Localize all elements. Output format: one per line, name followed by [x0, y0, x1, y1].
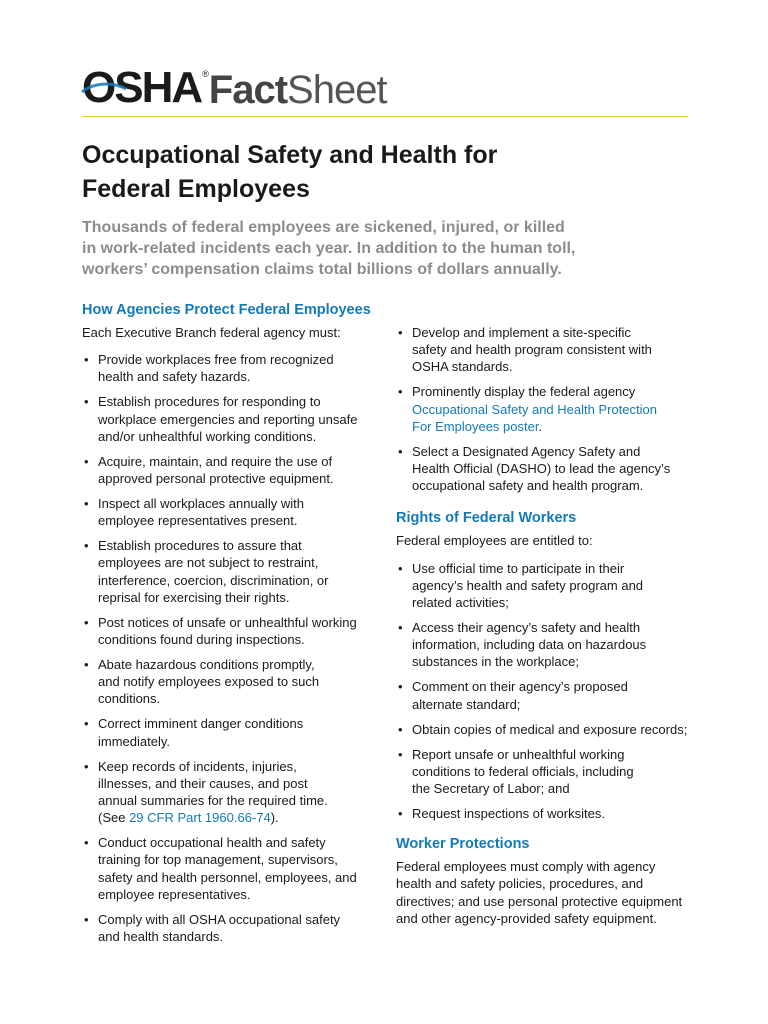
item-line: • Access their agency’s safety and health — [412, 620, 641, 636]
item-line — [98, 809, 382, 826]
item-line: substances in the workplace; — [412, 654, 579, 670]
item-line: immediately. — [98, 733, 171, 749]
item-line: • Conduct occupational health and safety — [98, 835, 326, 851]
list-item — [82, 351, 382, 385]
item-line: conditions to federal officials, including — [412, 763, 634, 779]
list-item — [82, 758, 382, 827]
item-line — [412, 418, 696, 435]
list-item — [396, 560, 696, 612]
item-line: and/or unhealthful working conditions. — [98, 428, 317, 444]
poster-suffix: . — [538, 418, 543, 434]
list-item — [82, 911, 382, 945]
item-line: information, including data on hazardous — [412, 637, 647, 653]
item-line: safety and health personnel, employees, and — [98, 869, 357, 885]
item-line: interference, coercion, discrimination, or — [98, 572, 329, 588]
item-line: • Correct imminent danger conditions — [98, 716, 304, 732]
item-line: employees are not subject to restraint, — [98, 555, 319, 571]
item-line: • Provide workplaces free from recognized — [98, 352, 334, 368]
lead-line: Thousands of federal employees are sickened, injured, or killed — [82, 219, 565, 236]
poster-link[interactable]: For Employees poster — [412, 418, 539, 434]
poster-link[interactable]: Occupational Safety and Health Protection — [412, 401, 657, 417]
item-line: alternate standard; — [412, 696, 521, 712]
registered-mark: ® — [202, 69, 207, 79]
list-item — [82, 715, 382, 749]
item-line: • Post notices of unsafe or unhealthful working — [98, 614, 357, 630]
list-item — [396, 721, 696, 738]
item-line: OSHA standards. — [412, 359, 513, 375]
item-line: illnesses, and their causes, and post — [98, 775, 308, 791]
item-line: conditions. — [98, 691, 161, 707]
item-line: conditions found during inspections. — [98, 632, 305, 648]
item-line: • Select a Designated Agency Safety and — [412, 443, 641, 459]
cfr-prefix: (See — [98, 810, 130, 826]
list-item — [396, 383, 696, 435]
item-line: • Keep records of incidents, injuries, — [98, 758, 297, 774]
agencies-intro: Each Executive Branch federal agency must: — [82, 325, 341, 340]
lead-line: in work-related incidents each year. In addition to the human toll, — [82, 240, 576, 257]
lead-paragraph — [82, 217, 682, 280]
item-line: • Establish procedures for responding to — [98, 394, 321, 410]
list-item — [82, 537, 382, 606]
item-line: • Inspect all workplaces annually with — [98, 496, 304, 512]
title-line: Occupational Safety and Health for — [82, 141, 498, 169]
item-line: • Establish procedures to assure that — [98, 538, 302, 554]
osha-swoosh-icon — [80, 80, 130, 100]
body-line: directives; and use personal protective equipment — [396, 893, 683, 909]
item-line: • Develop and implement a site-specific — [412, 325, 631, 340]
list-item — [82, 614, 382, 648]
list-item — [82, 453, 382, 487]
item-line: workplace emergencies and reporting unsafe — [98, 411, 358, 427]
list-item — [396, 678, 696, 712]
item-line: reprisal for exercising their rights. — [98, 589, 290, 605]
item-line: employee representatives present. — [98, 513, 298, 529]
list-item — [82, 495, 382, 529]
list-item — [396, 746, 696, 798]
section-heading-rights: Rights of Federal Workers — [396, 510, 577, 527]
item-line: Health Official (DASHO) to lead the agency’s — [412, 461, 671, 477]
item-line: and health standards. — [98, 929, 224, 945]
header-divider — [82, 116, 688, 117]
list-item — [396, 619, 696, 671]
item-line: approved personal protective equipment. — [98, 471, 334, 487]
list-item — [82, 393, 382, 445]
body-line: and other agency-provided safety equipment. — [396, 910, 657, 926]
section-heading-agencies: How Agencies Protect Federal Employees — [82, 302, 371, 318]
section-heading-protections: Worker Protections — [396, 836, 530, 853]
item-line: the Secretary of Labor; and — [412, 781, 570, 797]
item-line: health and safety hazards. — [98, 369, 251, 385]
title-line: Federal Employees — [82, 175, 310, 203]
list-item — [82, 834, 382, 903]
item-line: related activities; — [412, 595, 509, 611]
rights-list — [396, 560, 696, 823]
protections-body — [396, 858, 696, 927]
item-line: and notify employees exposed to such — [98, 674, 320, 690]
item-line: • Abate hazardous conditions promptly, — [98, 657, 315, 673]
lead-line: workers’ compensation claims total billions of dollars annually. — [82, 261, 562, 278]
left-column — [82, 300, 382, 953]
item-line: training for top management, supervisors, — [98, 852, 338, 868]
logo-osha-word: OSHA — [82, 63, 202, 112]
item-line: • Comment on their agency’s proposed — [412, 679, 628, 695]
rights-intro: Federal employees are entitled to: — [396, 533, 593, 549]
body-line: health and safety policies, procedures, and — [396, 876, 644, 892]
right-column — [396, 324, 696, 927]
logo-sheet-word: Sheet — [287, 68, 387, 112]
item-line: annual summaries for the required time. — [98, 793, 328, 809]
item-line: employee representatives. — [98, 886, 251, 902]
item-line: • Use official time to participate in their — [412, 560, 625, 576]
item-line: safety and health program consistent with — [412, 342, 652, 358]
item-line: • Acquire, maintain, and require the use of — [98, 453, 333, 469]
logo-fact-word: Fact — [208, 68, 288, 112]
body-line: Federal employees must comply with agency — [396, 859, 656, 875]
item-line: • Request inspections of worksites. — [412, 806, 605, 822]
list-item — [82, 656, 382, 708]
page-title — [82, 138, 682, 206]
item-line: agency’s health and safety program and — [412, 577, 644, 593]
item-line: • Report unsafe or unhealthful working — [412, 746, 625, 762]
item-line: • Prominently display the federal agency — [412, 384, 636, 400]
item-line: • Obtain copies of medical and exposure records; — [412, 721, 688, 737]
list-item — [396, 805, 696, 822]
list-item — [396, 443, 696, 495]
item-line: occupational safety and health program. — [412, 478, 644, 494]
agencies-list — [82, 351, 382, 945]
agencies-list-continued — [396, 324, 696, 494]
cfr-suffix: ). — [270, 810, 279, 826]
list-item — [396, 324, 696, 376]
cfr-link[interactable]: 29 CFR Part 1960.66-74 — [129, 810, 271, 826]
item-line: • Comply with all OSHA occupational safety — [98, 911, 341, 927]
